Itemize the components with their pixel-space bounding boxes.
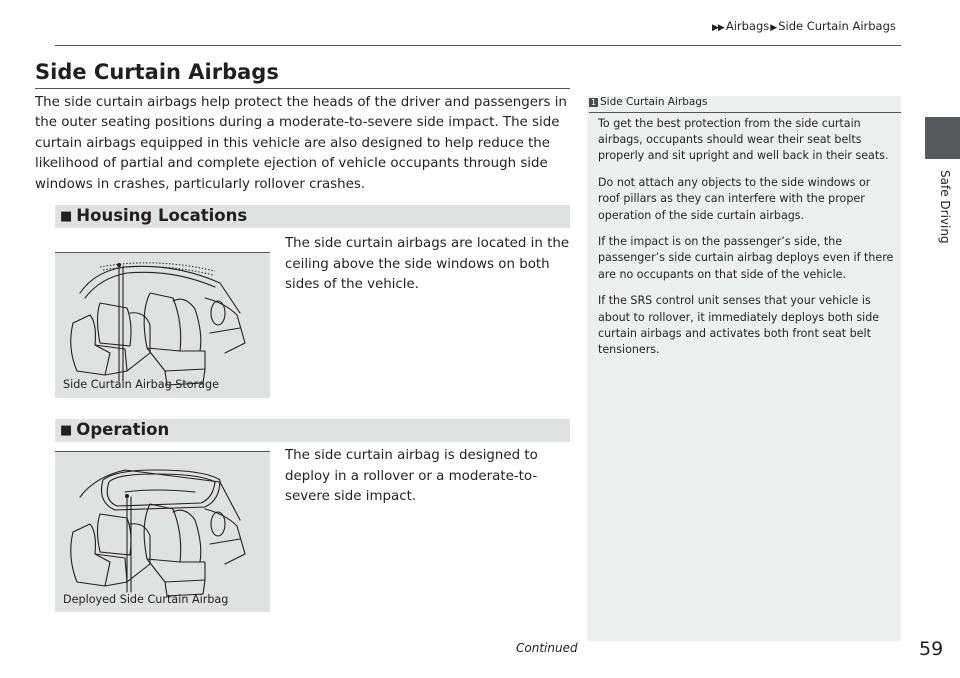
figure-caption-deployed: Deployed Side Curtain Airbag <box>63 593 229 606</box>
note-paragraph: If the impact is on the passenger’s side, the passenger’s side curtain airbag deploys even if there are no occupants on that side of the vehicle. <box>598 235 894 281</box>
housing-locations-text: The side curtain airbags are located in the ceiling above the side windows on both sides of the vehicle. <box>285 236 570 293</box>
breadcrumb-item-airbags[interactable]: Airbags <box>725 19 770 33</box>
square-bullet-icon: ■ <box>60 209 73 224</box>
note-divider <box>589 112 901 113</box>
note-reference-icon: 1 <box>590 98 597 107</box>
note-paragraph: Do not attach any objects to the side windows or roof pillars as they can interfere with the proper operation of the side curtain airbags. <box>598 176 871 222</box>
page-title: Side Curtain Airbags <box>35 60 279 84</box>
note-header <box>589 96 707 108</box>
note-paragraph: To get the best protection from the side curtain airbags, occupants should wear their seat belts properly and sit upright and well back in their seats. <box>598 117 889 163</box>
note-title[interactable]: Side Curtain Airbags <box>600 96 708 108</box>
figure-airbag-storage <box>55 252 270 398</box>
breadcrumb <box>712 19 896 33</box>
note-paragraph: If the SRS control unit senses that your vehicle is about to rollover, it immediately deploys both side curtain airbags and activates both front seat belt tensioners. <box>598 294 880 356</box>
breadcrumb-item-side-curtain-airbags[interactable]: Side Curtain Airbags <box>778 19 896 33</box>
section-title-housing-locations: ■ Housing Locations <box>60 206 248 225</box>
chapter-label: Safe Driving <box>938 170 952 244</box>
car-interior-deployed-illustration <box>55 452 270 612</box>
car-interior-storage-illustration <box>55 253 270 398</box>
section-title-operation: ■ Operation <box>60 420 170 439</box>
arrow-icon: ▶ <box>770 23 778 33</box>
square-bullet-icon: ■ <box>60 423 73 438</box>
double-arrow-icon: ▶▶ <box>712 23 724 33</box>
figure-airbag-deployed <box>55 451 270 612</box>
figure-caption-storage: Side Curtain Airbag Storage <box>63 378 219 391</box>
header-divider <box>55 45 901 46</box>
chapter-tab[interactable] <box>925 117 960 159</box>
operation-text: The side curtain airbag is designed to deploy in a rollover or a moderate-to-severe side impact. <box>285 448 538 505</box>
title-divider <box>35 88 570 89</box>
continued-label[interactable]: Continued <box>516 641 578 655</box>
intro-paragraph: The side curtain airbags help protect the heads of the driver and passengers in the outer seating positions during a moderate-to-severe side impact. The side curtain airbags equipped in this vehicle are also designed to help reduce the likelihood of partial and complete ejection of vehicle occupants through side windows in crashes, particularly rollover crashes. <box>35 95 567 192</box>
note-body <box>598 116 894 369</box>
page-number: 59 <box>919 638 944 660</box>
